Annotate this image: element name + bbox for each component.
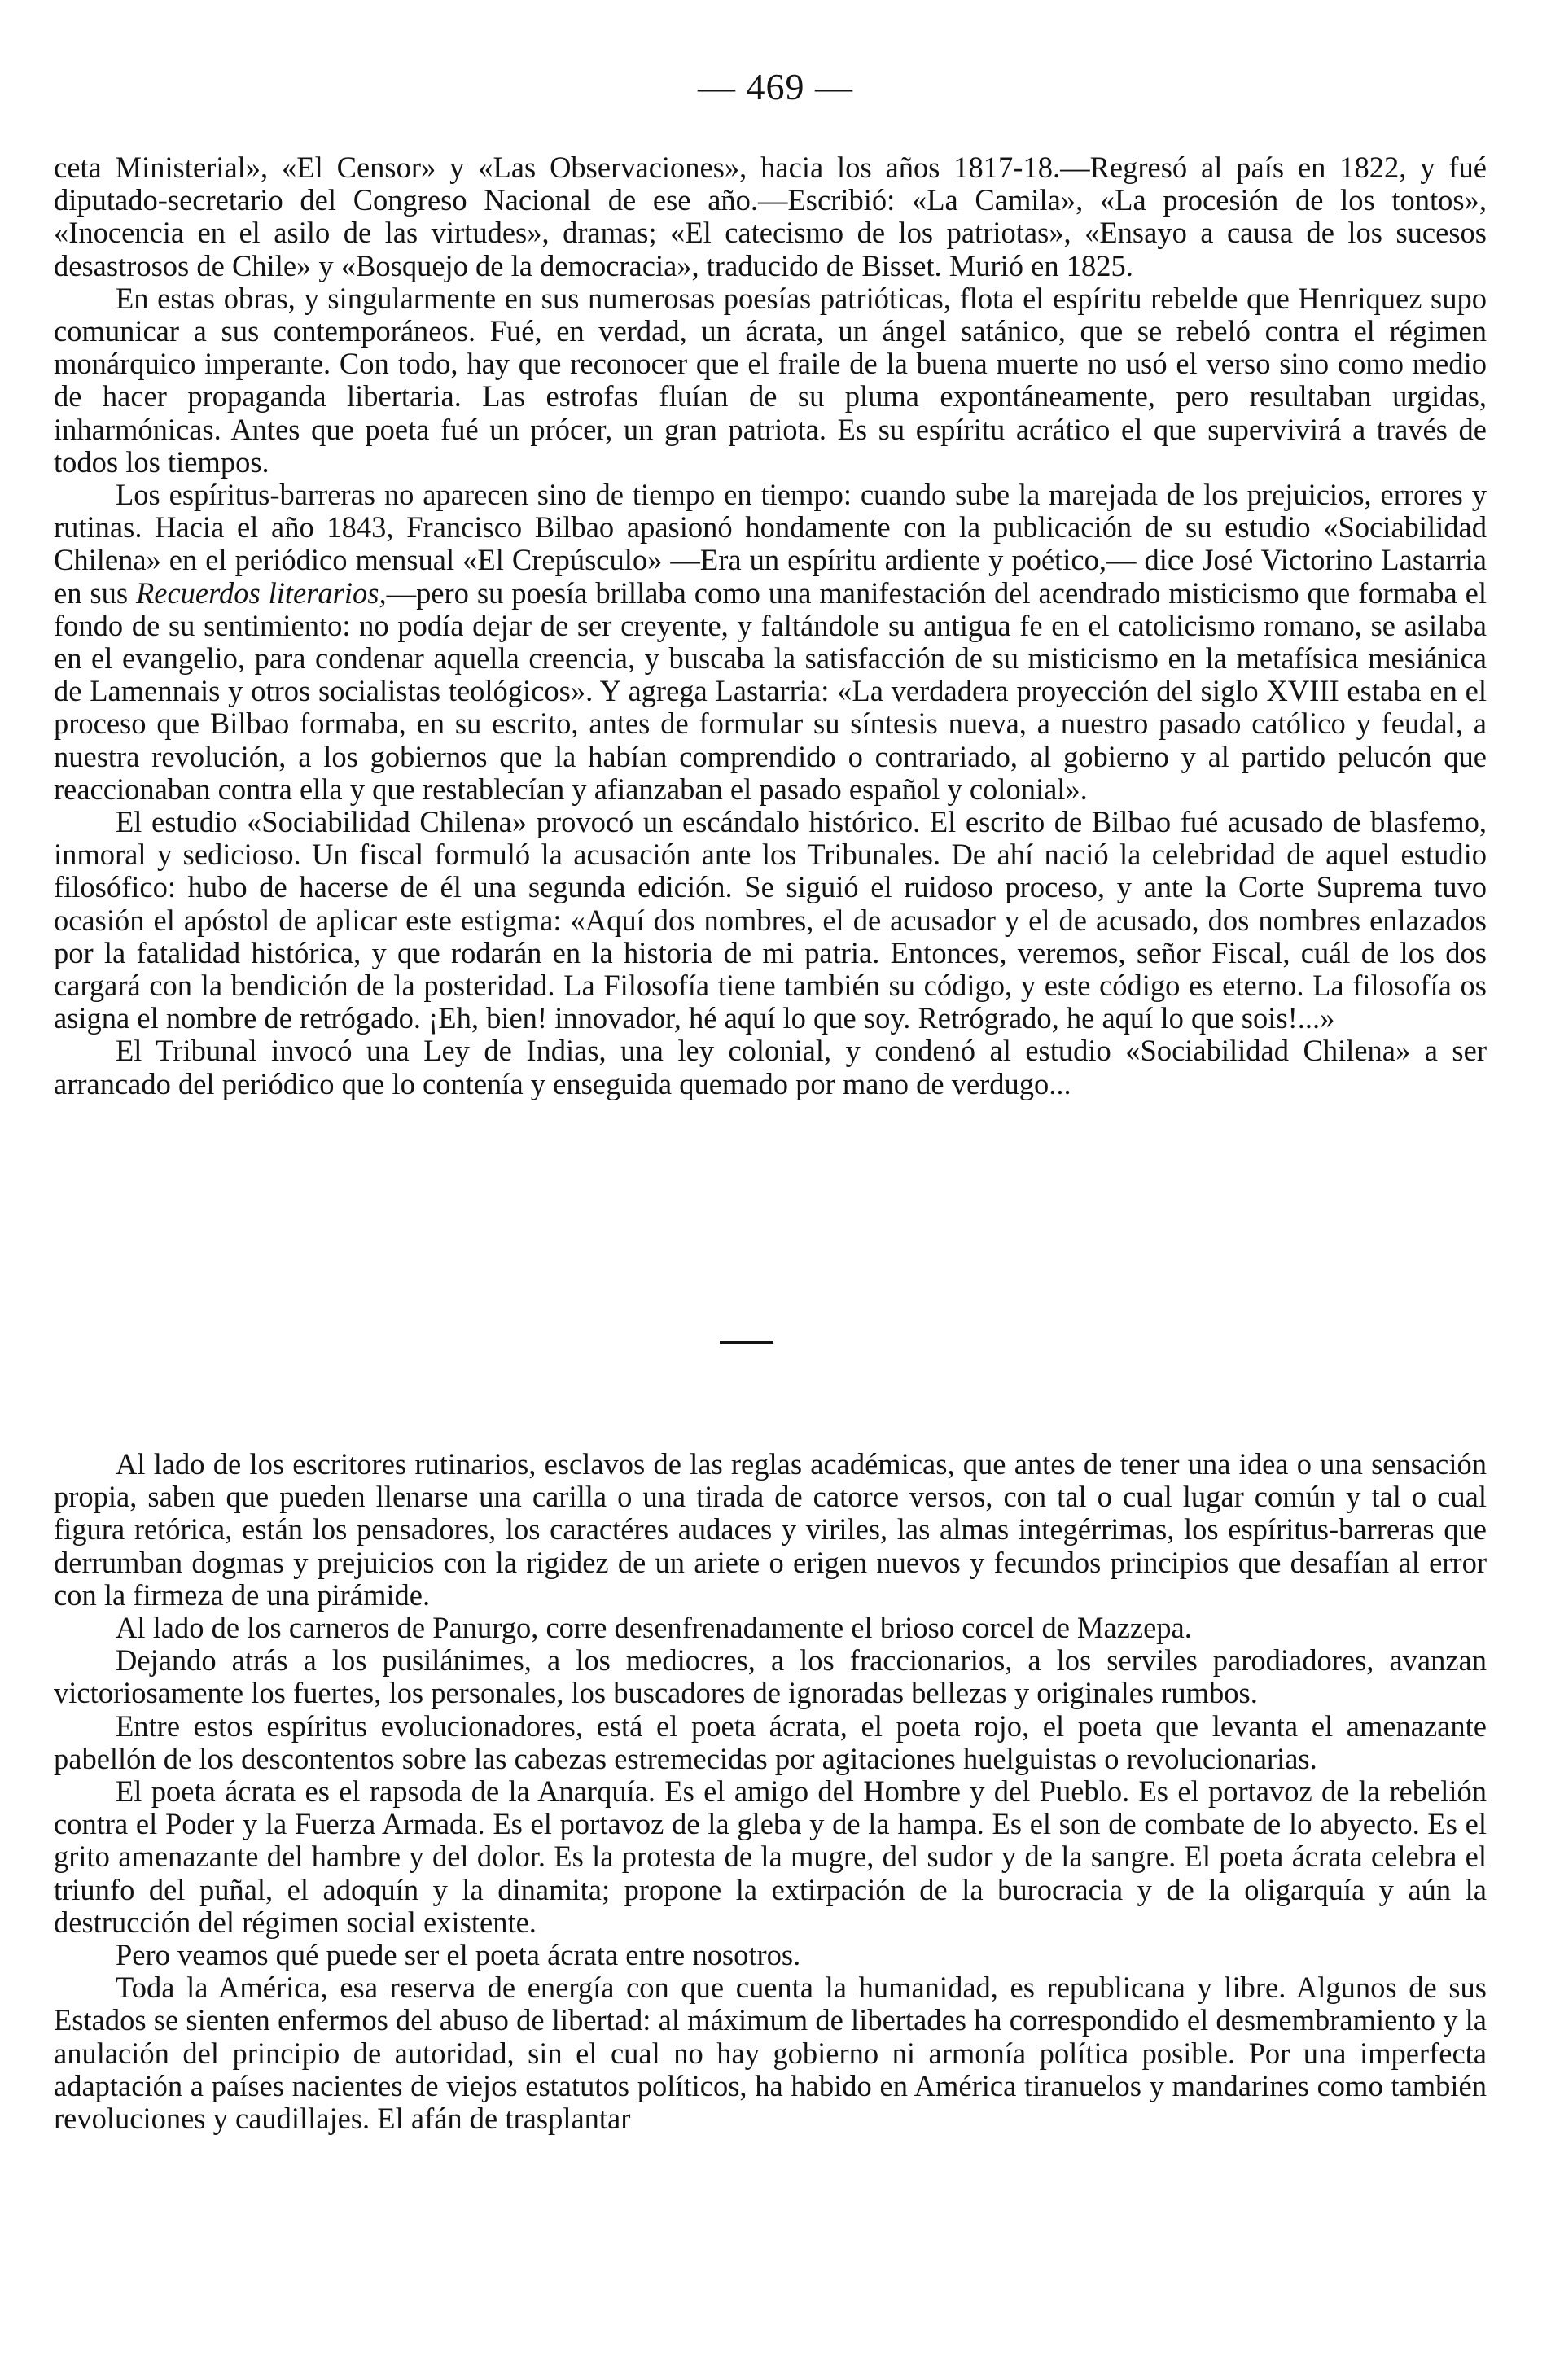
text-section-top <box>54 151 1487 1100</box>
paragraph: Al lado de los carneros de Panurgo, corre desenfrenadamente el brioso corcel de Mazzepa. <box>116 1611 1192 1645</box>
book-title: Recuerdos literarios, <box>135 575 387 610</box>
paragraph: ceta Ministerial», «El Censor» y «Las Observaciones», hacia los años 1817-18.—Regresó al país en 1822, y fué diputado-secretario del Congreso Nacional de ese año.—Escribió: «La Camila», «La procesión de los tontos», «Inocencia en el asilo de las virtudes», dramas; «El catecismo de los patriotas», «Ensayo a causa de los sucesos desastrosos de Chile» y «Bosquejo de la democracia», traducido de Bisset. Murió en 1825. <box>54 151 1487 282</box>
paragraph: Al lado de los escritores rutinarios, esclavos de las reglas académicas, que antes de tener una idea o una sensación propia, saben que pueden llenarse una carilla o una tirada de catorce versos, con tal o cual lugar común y tal o cual figura retórica, están los pensadores, los caractéres audaces y viriles, las almas integérrimas, los espíritus-barreras que derrumban dogmas y prejuicios con la rigidez de un ariete o erigen nuevos y fecundos principios que desafían al error con la firmeza de una pirámide. <box>54 1447 1487 1612</box>
paragraph-text: Los espíritus-barreras no aparecen sino de tiempo en tiempo: cuando sube la marejada de los prejuicios, errores y rutinas. Hacia el año 1843, Francisco Bilbao apasionó hondamente con la publicación de su estudio «Sociabilidad Chilena» en el periódico mensual «El Crepúsculo» —Era un espíritu ardiente y poético,— dice José Victorino Lastarria en sus <box>54 478 1487 610</box>
paragraph: Entre estos espíritus evolucionadores, está el poeta ácrata, el poeta rojo, el poeta que levanta el amenazante pabellón de los descontentos sobre las cabezas estremecidas por agitaciones huelguistas o revolucionarias. <box>54 1708 1487 1775</box>
paragraph: El Tribunal invocó una Ley de Indias, una ley colonial, y condenó al estudio «Sociabilidad Chilena» a ser arrancado del periódico que lo contenía y enseguida quemado por mano de verdugo... <box>54 1034 1487 1100</box>
text-section-bottom <box>54 1448 1487 2135</box>
paragraph: El estudio «Sociabilidad Chilena» provocó un escándalo histórico. El escrito de Bilbao fué acusado de blasfemo, inmoral y sedicioso. Un fiscal formuló la acusación ante los Tribunales. De ahí nació la celebridad de aquel estudio filosófico: hubo de hacerse de él una segunda edición. Se siguió el ruidoso proceso, y ante la Corte Suprema tuvo ocasión el apóstol de aplicar este estigma: «Aquí dos nombres, el de acusador y el de acusado, dos nombres enlazados por la fatalidad histórica, y que rodarán en la historia de mi patria. Entonces, veremos, señor Fiscal, cuál de los dos cargará con la bendición de la posteridad. La Filosofía tiene también su código, y este código es eterno. La filosofía os asigna el nombre de retrógado. ¡Eh, bien! innovador, hé aquí lo que soy. Retrógrado, he aquí lo que sois!...» <box>54 805 1487 1035</box>
paragraph: En estas obras, y singularmente en sus numerosas poesías patrióticas, flota el espíritu rebelde que Henriquez supo comunicar a sus contemporáneos. Fué, en verdad, un ácrata, un ángel satánico, que se rebeló contra el régimen monárquico imperante. Con todo, hay que reconocer que el fraile de la buena muerte no usó el verso sino como medio de hacer propaganda libertaria. Las estrofas fluían de su pluma expontáneamente, pero resultaban urgidas, inharmónicas. Antes que poeta fué un prócer, un gran patriota. Es su espíritu acrático el que supervivirá a través de todos los tiempos. <box>54 281 1487 479</box>
paragraph: Dejando atrás a los pusilánimes, a los mediocres, a los fraccionarios, a los serviles parodiadores, avanzan victoriosamente los fuertes, los personales, los buscadores de ignoradas bellezas y originales rumbos. <box>54 1643 1487 1710</box>
paragraph: Pero veamos qué puede ser el poeta ácrata entre nosotros. <box>116 1938 801 1972</box>
section-divider <box>720 1341 773 1344</box>
paragraph: El poeta ácrata es el rapsoda de la Anarquía. Es el amigo del Hombre y del Pueblo. Es el portavoz de la rebelión contra el Poder y la Fuerza Armada. Es el portavoz de la gleba y de la hampa. Es el son de combate de lo abyecto. Es el grito amenazante del hambre y del dolor. Es la protesta de la mugre, del sudor y de la sangre. El poeta ácrata celebra el triunfo del puñal, el adoquín y la dinamita; propone la extirpación de la burocracia y de la oligarquía y aún la destrucción del régimen social existente. <box>54 1774 1487 1939</box>
paragraph: Toda la América, esa reserva de energía con que cuenta la humanidad, es republicana y libre. Algunos de sus Estados se sienten enfermos del abuso de libertad: al máximum de libertades ha correspondido el desmembramiento y la anulación del principio de autoridad, sin el cual no hay gobierno ni armonía política posible. Por una imperfecta adaptación a países nacientes de viejos estatutos políticos, ha habido en América tiranuelos y mandarines como también revoluciones y caudillajes. El afán de trasplantar <box>54 1971 1487 2136</box>
paragraph <box>54 479 1487 806</box>
paragraph-text: —pero su poesía brillaba como una manifestación del acendrado misticismo que formaba el fondo de su sentimiento: no podía dejar de ser creyente, y faltándole su antigua fe en el catolicismo romano, se asilaba en el evangelio, para condenar aquella creencia, y buscaba la satisfacción de su misticismo en la metafísica mesiánica de Lamennais y otros socialistas teológicos». Y agrega Lastarria: «La verdadera proyección del siglo XVIII estaba en el proceso que Bilbao formaba, en su escrito, antes de formular su síntesis nueva, a nuestro pasado católico y feudal, a nuestra revolución, a los gobiernos que la habían comprendido o contrariado, al gobierno y al partido pelucón que reaccionaban contra ella y que restablecían y afianzaban el pasado español y colonial». <box>54 575 1487 806</box>
page-number: — 469 — <box>698 66 853 107</box>
